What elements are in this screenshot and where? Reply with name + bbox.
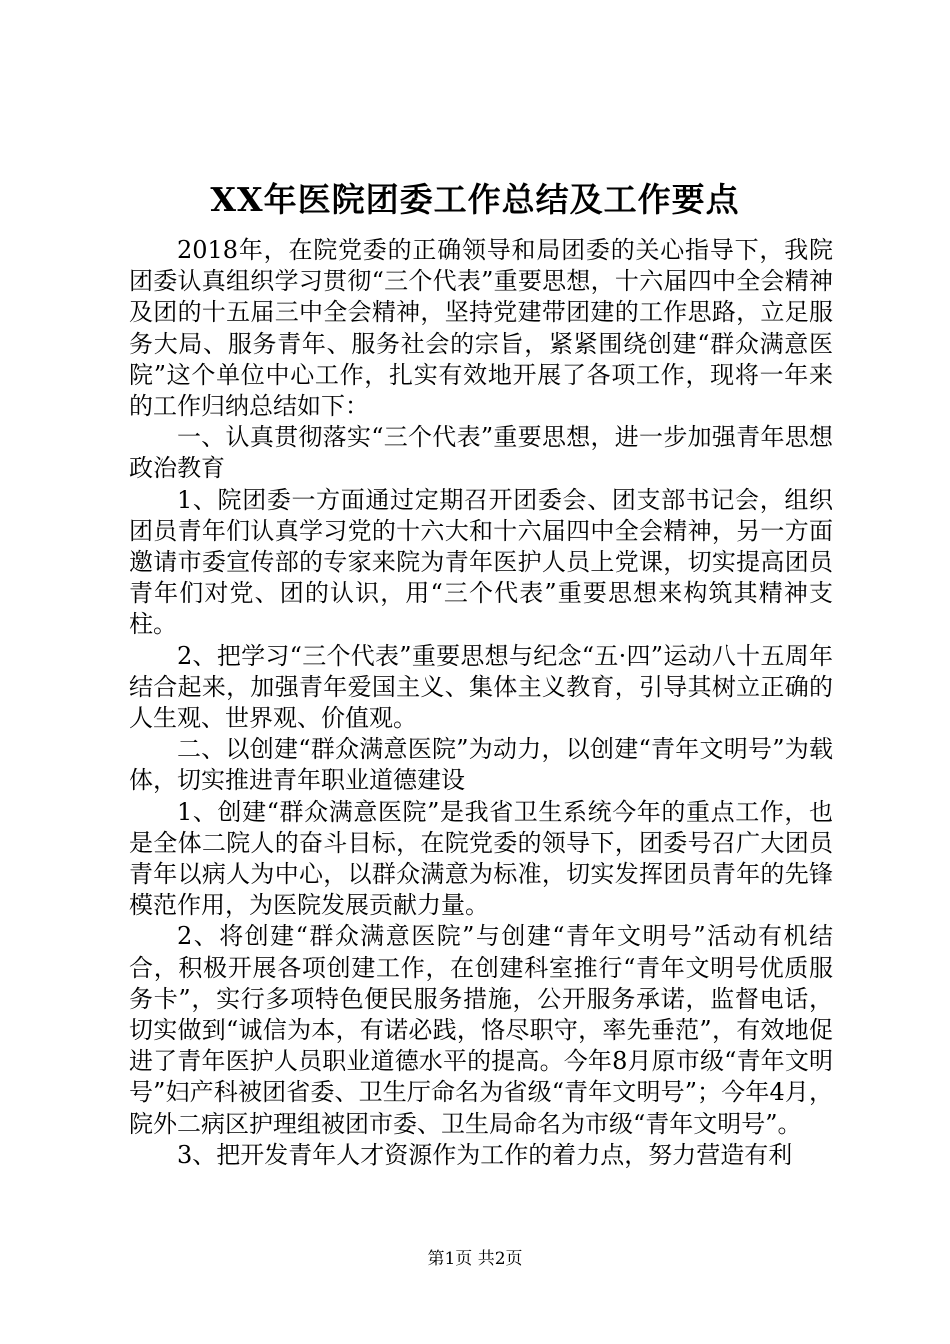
heading-section-2: 二、以创建“群众满意医院”为动力，以创建“青年文明号”为载体，切实推进青年职业道德建设 [129,735,833,795]
document-title: XX年医院团委工作总结及工作要点 [210,180,740,219]
paragraph-1-2: 2、把学习“三个代表”重要思想与纪念“五·四”运动八十五周年结合起来，加强青年爱国主义、集体主义教育，引导其树立正确的人生观、世界观、价值观。 [129,641,833,733]
paragraph-1-1: 1、院团委一方面通过定期召开团委会、团支部书记会，组织团员青年们认真学习党的十六大和十六届四中全会精神，另一方面邀请市委宣传部的专家来院为青年医护人员上党课，切实提高团员青年们对党、团的认识，用“三个代表”重要思想来构筑其精神支柱。 [129,485,833,639]
paragraph-2-3: 3、把开发青年人才资源作为工作的着力点，努力营造有利 [177,1140,793,1169]
paragraph-2-2: 2、将创建“群众满意医院”与创建“青年文明号”活动有机结合，积极开展各项创建工作，在创建科室推行“青年文明号优质服务卡”，实行多项特色便民服务措施，公开服务承诺，监督电话，切实做到“诚信为本，有诺必践，恪尽职守，率先垂范”，有效地促进了青年医护人员职业道德水平的提高。今年8月原市级“青年文明号”妇产科被团省委、卫生厅命名为省级“青年文明号”；今年4月，院外二病区护理组被团市委、卫生局命名为市级“青年文明号”。 [129,922,833,1138]
page-footer: 第1页 共2页 [427,1249,523,1269]
heading-section-1: 一、认真贯彻落实“三个代表”重要思想，进一步加强青年思想政治教育 [129,423,833,483]
paragraph-2-1: 1、创建“群众满意医院”是我省卫生系统今年的重点工作，也是全体二院人的奋斗目标，在院党委的领导下，团委号召广大团员青年以病人为中心，以群众满意为标准，切实发挥团员青年的先锋模范作用，为医院发展贡献力量。 [129,797,833,920]
paragraph-intro: 2018年，在院党委的正确领导和局团委的关心指导下，我院团委认真组织学习贯彻“三个代表”重要思想，十六届四中全会精神及团的十五届三中全会精神，坚持党建带团建的工作思路，立足服务大局、服务青年、服务社会的宗旨，紧紧围绕创建“群众满意医院”这个单位中心工作，扎实有效地开展了各项工作，现将一年来的工作归纳总结如下： [129,236,833,421]
document-body [129,235,833,1171]
